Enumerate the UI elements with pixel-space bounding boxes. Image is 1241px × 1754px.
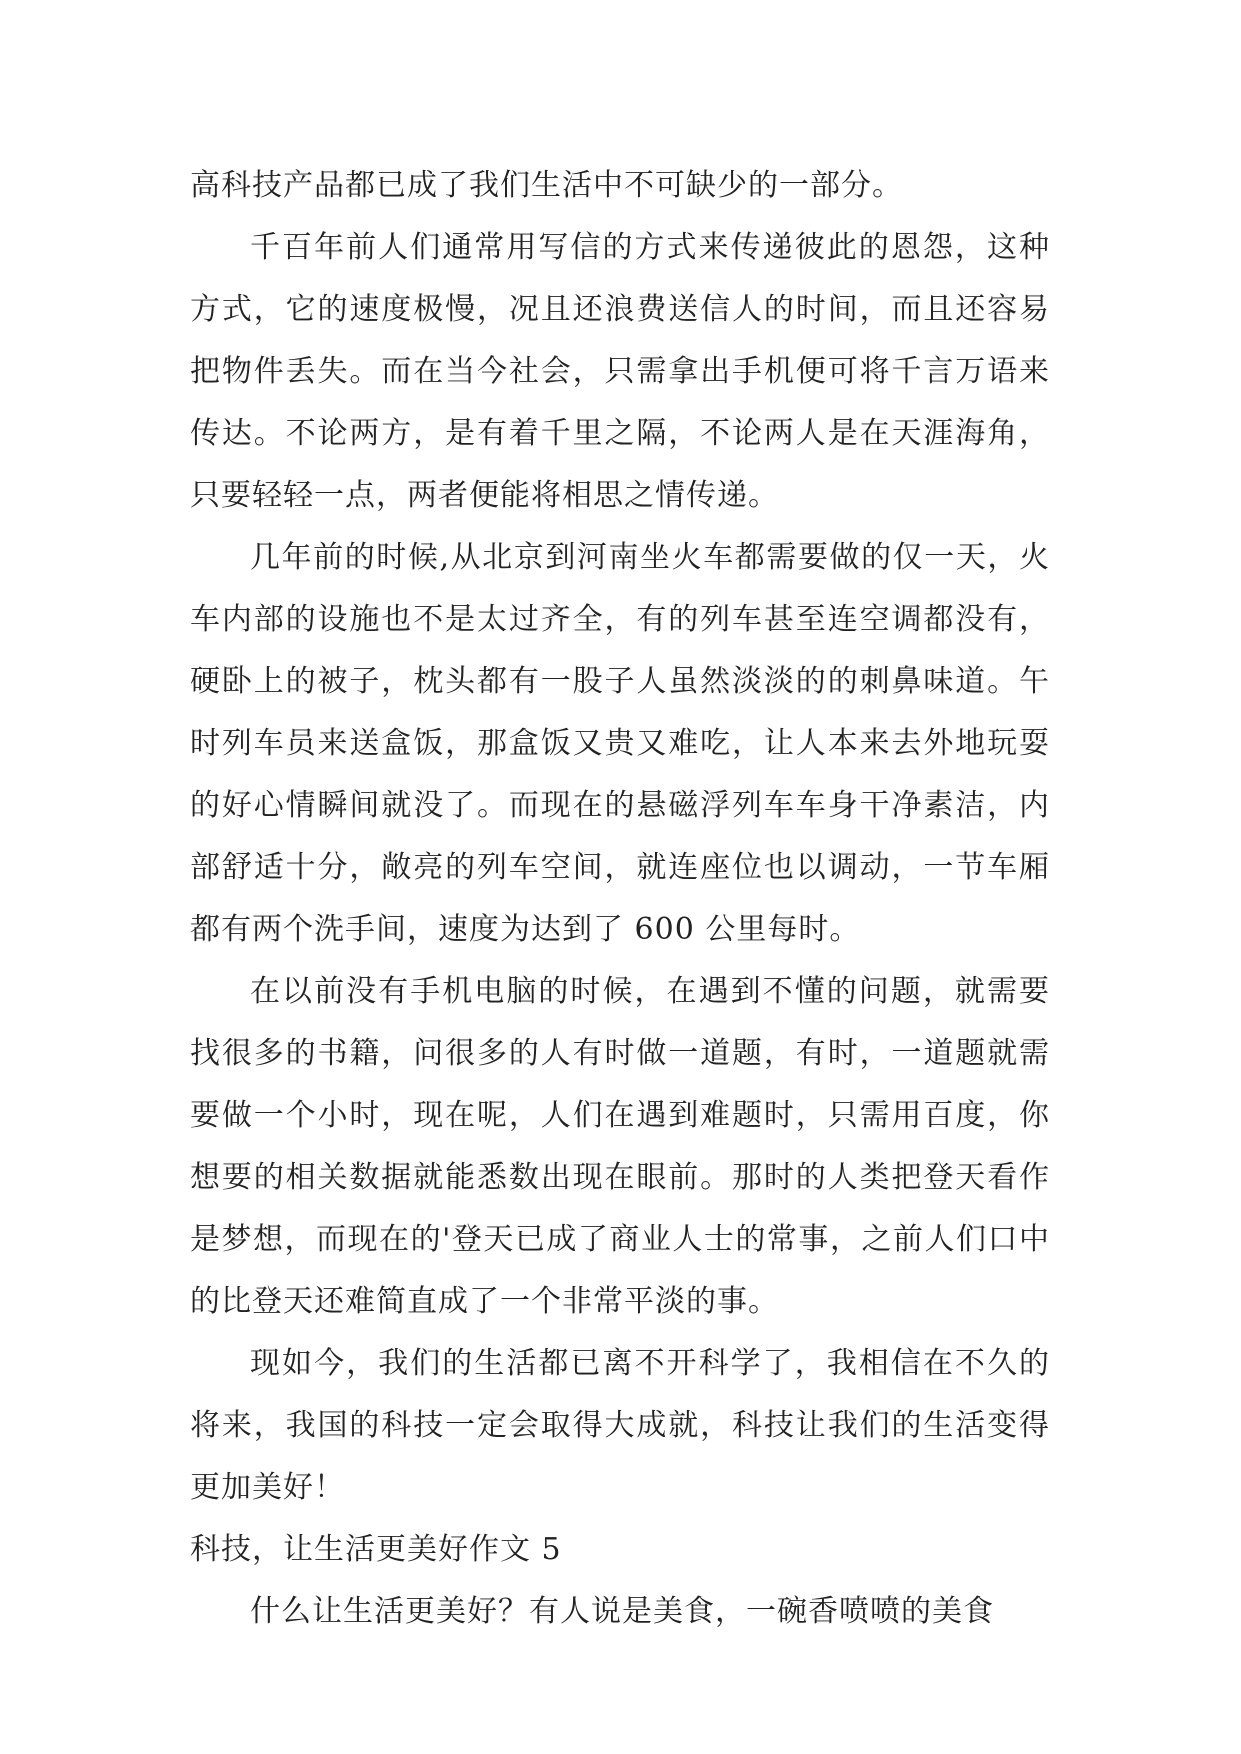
paragraph-continuation: 高科技产品都已成了我们生活中不可缺少的一部分。 — [190, 168, 903, 203]
document-body — [190, 155, 1050, 1643]
paragraph-next-section: 什么让生活更美好？有人说是美食，一碗香喷喷的美食 — [250, 1594, 994, 1629]
paragraph-search: 在以前没有手机电脑的时候，在遇到不懂的问题，就需要找很多的书籍，问很多的人有时做一道题，有时，一道题就需要做一个小时，现在呢，人们在遇到难题时，只需用百度，你想要的相关数据就能悉数出现在眼前。那时的人类把登天看作是梦想，而现在的'登天已成了商业人士的常事，之前人们口中的比登天还难简直成了一个非常平淡的事。 — [190, 974, 1050, 1319]
paragraph-conclusion: 现如今，我们的生活都已离不开科学了，我相信在不久的将来，我国的科技一定会取得大成就，科技让我们的生活变得更加美好！ — [190, 1346, 1050, 1505]
paragraph-letters: 千百年前人们通常用写信的方式来传递彼此的恩怨，这种方式，它的速度极慢，况且还浪费送信人的时间，而且还容易把物件丢失。而在当今社会，只需拿出手机便可将千言万语来传达。不论两方，是有着千里之隔，不论两人是在天涯海角，只要轻轻一点，两者便能将相思之情传递。 — [190, 230, 1050, 513]
paragraph-trains: 几年前的时候,从北京到河南坐火车都需要做的仅一天，火车内部的设施也不是太过齐全，有的列车甚至连空调都没有，硬卧上的被子，枕头都有一股子人虽然淡淡的的刺鼻味道。午时列车员来送盒饭，那盒饭又贵又难吃，让人本来去外地玩耍的好心情瞬间就没了。而现在的悬磁浮列车车身干净素洁，内部舒适十分，敞亮的列车空间，就连座位也以调动，一节车厢都有两个洗手间，速度为达到了 600 公里每时。 — [190, 540, 1050, 947]
section-title: 科技，让生活更美好作文 5 — [190, 1532, 562, 1567]
